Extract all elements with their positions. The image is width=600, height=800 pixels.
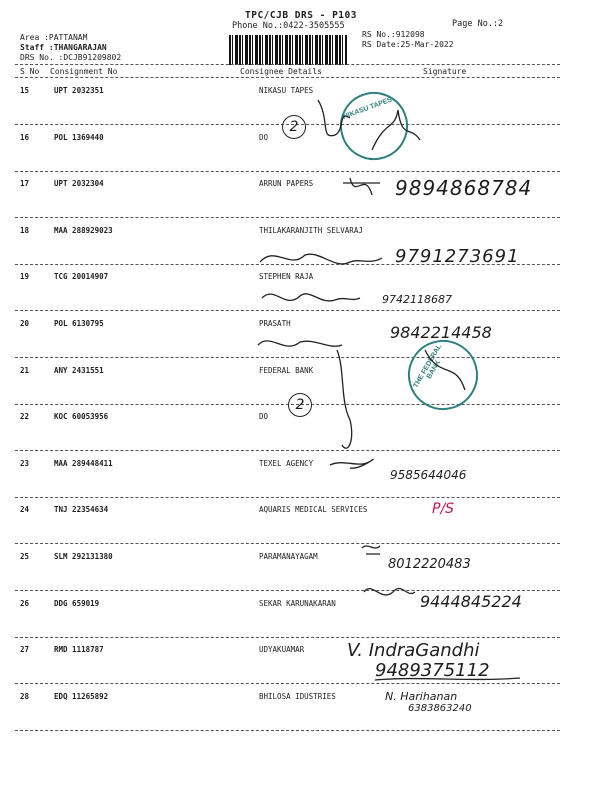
phone-number: Phone No.:0422-3505555 bbox=[232, 21, 345, 31]
row-consignment: UPT 2032304 bbox=[54, 179, 104, 188]
row-consignment: UPT 2032351 bbox=[54, 86, 104, 95]
handwritten-phone: 9894868784 bbox=[395, 176, 533, 200]
row-sno: 20 bbox=[20, 319, 30, 328]
page-number: Page No.:2 bbox=[452, 19, 504, 29]
handwritten-name: V. IndraGandhi bbox=[347, 640, 480, 661]
signature-mark bbox=[425, 350, 465, 390]
row-consignment: KOC 60053956 bbox=[54, 412, 109, 421]
handwritten-phone: 6383863240 bbox=[408, 703, 472, 714]
row-consignment: MAA 289448411 bbox=[54, 459, 113, 468]
row-consignee: NIKASU TAPES bbox=[259, 86, 314, 95]
signature-mark bbox=[262, 294, 360, 301]
col-consignee: Consignee Details bbox=[240, 67, 322, 76]
row-consignee: FEDERAL BANK bbox=[259, 366, 314, 375]
signature-mark bbox=[330, 459, 373, 468]
row-sno: 15 bbox=[20, 86, 30, 95]
staff-name: THANGARAJAN bbox=[53, 43, 107, 52]
row-consignee: BHILOSA IDUSTRIES bbox=[259, 692, 336, 701]
row-sno: 19 bbox=[20, 272, 30, 281]
rs-date: RS Date:25-Mar-2022 bbox=[362, 40, 454, 49]
handwritten-circled-number: 2 bbox=[288, 393, 312, 417]
handwritten-note: P/S bbox=[432, 501, 455, 517]
handwritten-phone: 8012220483 bbox=[388, 557, 471, 572]
row-consignee: STEPHEN RAJA bbox=[259, 272, 314, 281]
handwritten-circled-number: 2 bbox=[282, 115, 306, 139]
document-title: TPC/CJB DRS - P103 bbox=[245, 10, 357, 21]
handwritten-name: N. Harihanan bbox=[385, 690, 458, 703]
signature-mark bbox=[372, 110, 420, 150]
row-consignment: TNJ 22354634 bbox=[54, 505, 109, 514]
row-consignee: PARAMANAYAGAM bbox=[259, 552, 318, 561]
row-consignment: SLM 292131380 bbox=[54, 552, 113, 561]
stamp-text: NIKASU TAPES bbox=[342, 96, 394, 121]
signature-mark bbox=[260, 254, 382, 264]
row-consignee: AQUARIS MEDICAL SERVICES bbox=[259, 505, 368, 514]
row-consignment: MAA 288929023 bbox=[54, 226, 113, 235]
row-sno: 17 bbox=[20, 179, 30, 188]
row-consignment: POL 1369440 bbox=[54, 133, 104, 142]
signature-mark bbox=[318, 100, 350, 136]
signature-mark bbox=[375, 678, 520, 680]
row-consignee: TEXEL AGENCY bbox=[259, 459, 314, 468]
row-sno: 18 bbox=[20, 226, 30, 235]
row-sno: 16 bbox=[20, 133, 30, 142]
row-sno: 25 bbox=[20, 552, 30, 561]
handwritten-phone: 9585644046 bbox=[390, 468, 467, 482]
row-sno: 22 bbox=[20, 412, 30, 421]
row-consignee: ARRUN PAPERS bbox=[259, 179, 314, 188]
signature-mark bbox=[337, 350, 352, 448]
staff-label: Staff : bbox=[20, 43, 54, 52]
row-sno: 21 bbox=[20, 366, 30, 375]
row-consignment: DDG 659019 bbox=[54, 599, 100, 608]
col-sno: S No bbox=[20, 67, 40, 76]
row-consignment: POL 6130795 bbox=[54, 319, 104, 328]
signature-mark bbox=[364, 588, 415, 594]
signature-mark bbox=[362, 546, 380, 554]
row-consignment: ANY 2431551 bbox=[54, 366, 104, 375]
col-signature: Signature bbox=[423, 67, 467, 76]
rs-number: RS No.:912098 bbox=[362, 30, 425, 39]
row-sno: 28 bbox=[20, 692, 30, 701]
handwritten-phone: 9489375112 bbox=[375, 660, 490, 681]
handwritten-phone: 9791273691 bbox=[395, 246, 520, 267]
col-consignment: Consignment No bbox=[50, 67, 118, 76]
signature-mark bbox=[258, 341, 342, 346]
row-sno: 23 bbox=[20, 459, 30, 468]
row-sno: 24 bbox=[20, 505, 30, 514]
drs-number: DRS No. :DCJB91209802 bbox=[20, 53, 122, 62]
handwritten-phone: 9842214458 bbox=[390, 323, 492, 342]
row-consignee: DO bbox=[259, 133, 269, 142]
row-sno: 27 bbox=[20, 645, 30, 654]
signature-mark bbox=[343, 178, 380, 195]
row-consignee: DO bbox=[259, 412, 269, 421]
handwritten-phone: 9742118687 bbox=[382, 293, 452, 306]
row-consignee: SEKAR KARUNAKARAN bbox=[259, 599, 336, 608]
row-consignment: TCG 20014907 bbox=[54, 272, 109, 281]
row-sno: 26 bbox=[20, 599, 30, 608]
row-consignee: THILAKARANJITH SELVARAJ bbox=[259, 226, 363, 235]
row-consignment: EDQ 11265892 bbox=[54, 692, 109, 701]
row-consignee: PRASATH bbox=[259, 319, 291, 328]
row-consignment: RMD 1118787 bbox=[54, 645, 104, 654]
row-consignee: UDYAKUAMAR bbox=[259, 645, 305, 654]
handwritten-phone: 9444845224 bbox=[420, 592, 522, 611]
stamp-text: THE FEDERAL BANK bbox=[412, 343, 444, 390]
area: Area :PATTANAM bbox=[20, 33, 88, 42]
